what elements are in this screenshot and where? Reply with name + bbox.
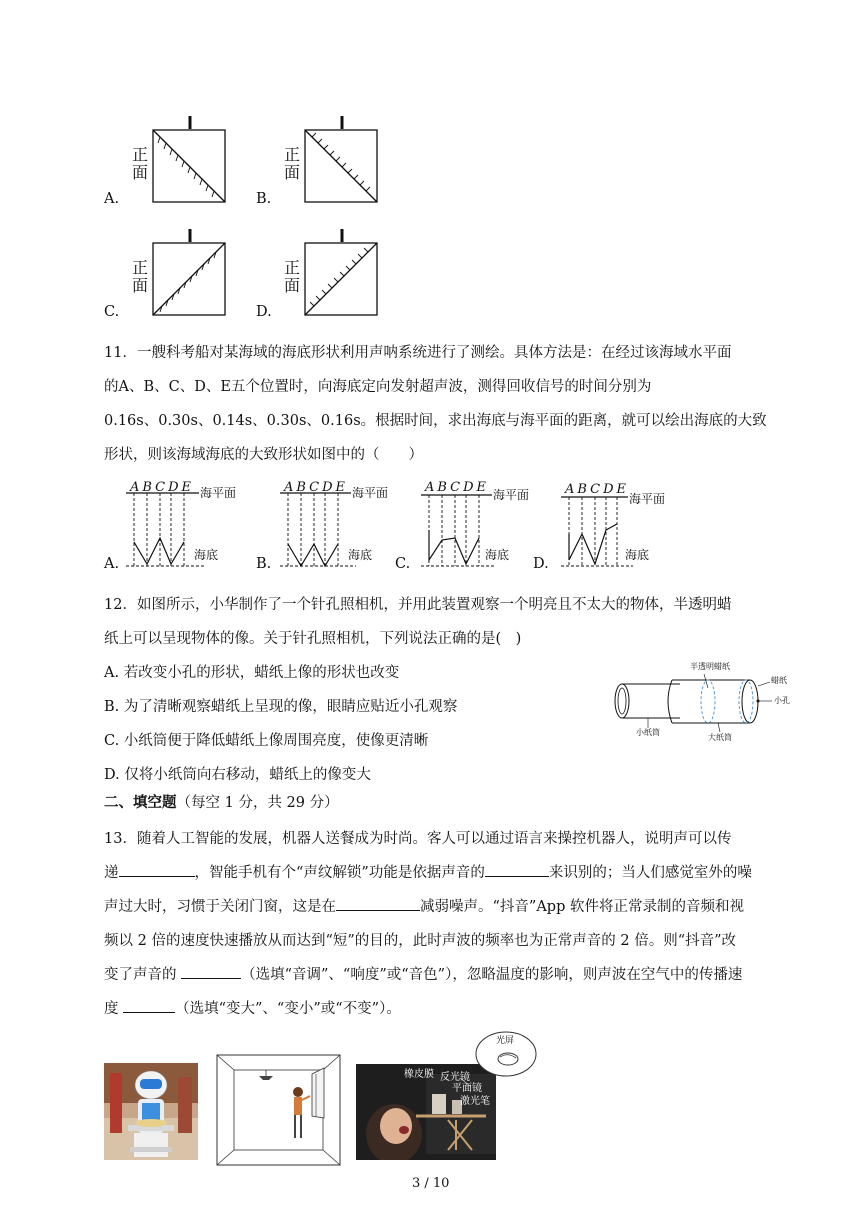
q13-line4: 频以 2 倍的速度快速播放从而达到“短”的目的，此时声波的频率也为正常声音的 2 倍。则“抖音”改: [104, 933, 737, 949]
sea-floor-label: 海底: [348, 548, 373, 562]
q12-option-c: C. 小纸筒便于降低蜡纸上像周围亮度，使像更清晰: [104, 733, 429, 749]
section-note: （每空 1 分，共 29 分）: [176, 795, 339, 811]
q10-option-c: [104, 228, 234, 323]
box-mirror-diagram: [302, 228, 382, 318]
front-label-bottom: 面: [284, 276, 301, 295]
sea-level-label: 海平面: [200, 486, 237, 500]
q11-option-c: [395, 478, 545, 578]
sea-floor-label: 海底: [625, 548, 650, 562]
front-label-bottom: 面: [284, 163, 301, 182]
small-tube-label: 小纸筒: [636, 728, 660, 737]
page-number: 3 / 10: [412, 1176, 450, 1191]
text: 声过大时，习惯于关闭门窗，这是在: [104, 899, 336, 915]
q13-line3: [104, 890, 769, 924]
point-letters: ABCDE: [425, 480, 490, 495]
sea-floor-graph: [256, 478, 406, 578]
q13-line6: [104, 992, 769, 1026]
point-letters: ABCDE: [284, 480, 349, 495]
front-label-top: 正: [284, 145, 301, 164]
q11-stem: [104, 336, 769, 472]
film-label: 橡皮膜: [404, 1069, 434, 1080]
point-letters: ABCDE: [130, 480, 195, 495]
q13-line5: [104, 958, 769, 992]
wax-paper-label: 半透明蜡纸: [690, 662, 730, 671]
front-label-top: 正: [284, 258, 301, 277]
q12-stem-line1: 12．如图所示，小华制作了一个针孔照相机，并用此装置观察一个明亮且不太大的物体，半透明蜡: [104, 597, 732, 613]
text: ，智能手机有个“声纹解锁”功能是依据声音的: [194, 865, 485, 881]
option-letter: D.: [533, 556, 549, 572]
text: （选填“变大”、“变小”或“不变”）。: [175, 1001, 401, 1017]
room-window-drawing: [216, 1054, 341, 1166]
q11-option-b: [256, 478, 406, 578]
option-letter: B.: [256, 191, 272, 207]
pinhole-label: 小孔: [774, 696, 790, 705]
answer-blank-4[interactable]: [181, 963, 241, 979]
q12-stem-line2: 纸上可以呈现物体的像。关于针孔照相机，下列说法正确的是( ): [104, 631, 522, 647]
sea-floor-graph: [533, 478, 683, 578]
q11-line3: 0.16s、0.30s、0.14s、0.30s、0.16s。根据时间，求出海底与海平面的距离，就可以绘出海底的大致: [104, 413, 767, 429]
sea-level-label: 海平面: [629, 492, 666, 506]
box-mirror-diagram: [150, 228, 230, 318]
sea-level-label: 海平面: [493, 488, 530, 502]
text: 减弱噪声。“抖音”App 软件将正常录制的音频和视: [420, 899, 744, 915]
section-header: [104, 795, 339, 812]
wax-label: 蜡纸: [771, 676, 787, 685]
screen-label: 光屏: [496, 1036, 515, 1046]
front-label-top: 正: [132, 258, 149, 277]
q12-option-a: A. 若改变小孔的形状，蜡纸上像的形状也改变: [104, 665, 400, 681]
q10-option-a: [104, 115, 234, 210]
answer-blank-2[interactable]: [485, 861, 549, 877]
text: （选填“音调”、“响度”或“音色”），忽略温度的影响，则声波在空气中的传播速: [241, 967, 743, 983]
option-letter: B.: [256, 556, 272, 572]
box-mirror-diagram: [302, 115, 382, 205]
sea-floor-label: 海底: [485, 548, 510, 562]
answer-blank-3[interactable]: [336, 895, 420, 911]
text: 来识别的；当人们感觉室外的噪: [548, 865, 752, 881]
q13-line1: 13．随着人工智能的发展，机器人送餐成为时尚。客人可以通过语言来操控机器人，说明声可以传: [104, 831, 732, 847]
q13-stem: [104, 822, 769, 1026]
q10-option-b: [256, 115, 386, 210]
sea-floor-label: 海底: [194, 548, 219, 562]
q11-line4: 形状，则该海域海底的大致形状如图中的（ ）: [104, 447, 423, 463]
front-label-bottom: 面: [132, 276, 149, 295]
robot-waiter-photo: [104, 1063, 198, 1160]
option-letter: A.: [104, 556, 120, 572]
q11-line1: 11．一艘科考船对某海域的海底形状利用声呐系统进行了测绘。具体方法是：在经过该海域水平面: [104, 345, 732, 361]
laser-label: 激光笔: [460, 1096, 490, 1107]
box-mirror-diagram: [150, 115, 230, 205]
sea-floor-graph: [395, 478, 545, 578]
reflector-label: 反光镜: [440, 1072, 470, 1083]
q13-line2: [104, 856, 769, 890]
answer-blank-5[interactable]: [123, 997, 175, 1013]
option-letter: C.: [395, 556, 411, 572]
q10-option-d: [256, 228, 386, 323]
option-letter: A.: [104, 191, 120, 207]
text: 度: [104, 1001, 124, 1017]
q11-line2: 的A、B、C、D、E五个位置时，向海底定向发射超声波，测得回收信号的时间分别为: [104, 379, 652, 395]
front-label-top: 正: [132, 145, 149, 164]
mirror-label: 平面镜: [452, 1083, 482, 1094]
option-letter: D.: [256, 304, 272, 320]
pinhole-camera-figure: [608, 660, 804, 746]
q11-option-d: [533, 478, 683, 578]
sea-level-label: 海平面: [352, 486, 389, 500]
option-letter: C.: [104, 304, 120, 320]
sea-floor-graph: [104, 478, 254, 578]
point-letters: ABCDE: [565, 482, 630, 497]
text: 递: [104, 865, 119, 881]
front-label-bottom: 面: [132, 163, 149, 182]
text: 变了声音的: [104, 967, 182, 983]
big-tube-label: 大纸筒: [708, 733, 732, 742]
q12-option-b: B. 为了清晰观察蜡纸上呈现的像，眼睛应贴近小孔观察: [104, 699, 458, 715]
q11-option-a: [104, 478, 254, 578]
q12-option-d: D. 仅将小纸筒向右移动，蜡纸上的像变大: [104, 767, 371, 783]
answer-blank-1[interactable]: [119, 861, 195, 877]
section-title: 二、填空题: [104, 795, 177, 811]
